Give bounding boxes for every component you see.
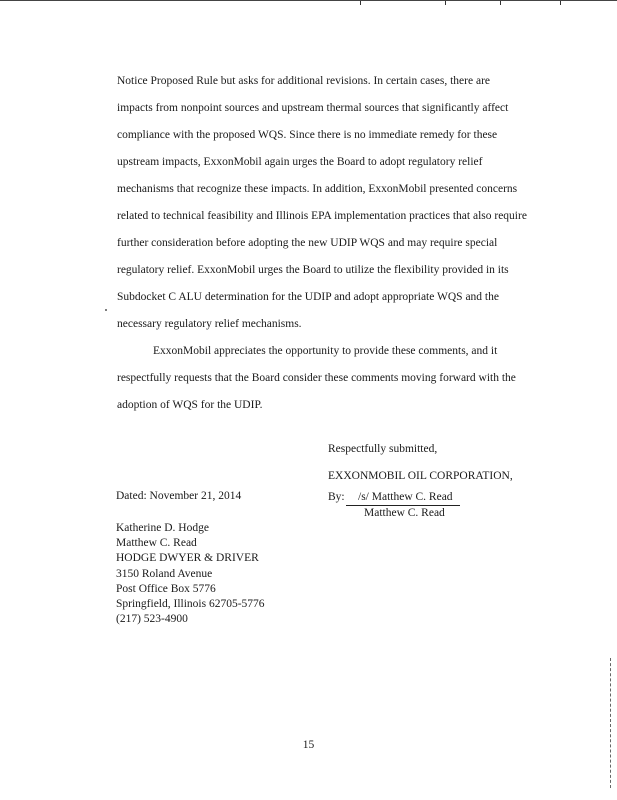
scan-tick xyxy=(445,1,446,5)
paragraph-2 xyxy=(117,338,557,419)
signature-block xyxy=(328,490,460,521)
body-text xyxy=(117,68,557,419)
paragraph-1-line: Notice Proposed Rule but asks for additional revisions. In certain cases, there are xyxy=(117,75,490,87)
closing-block xyxy=(328,436,513,490)
paragraph-2-line: ExxonMobil appreciates the opportunity to provide these comments, and it xyxy=(153,345,498,357)
paragraph-1-line: compliance with the proposed WQS. Since there is no immediate remedy for these xyxy=(117,129,498,141)
scan-tick xyxy=(360,1,361,5)
page-number: 15 xyxy=(302,739,315,751)
paragraph-1-line: upstream impacts, ExxonMobil again urges the Board to adopt regulatory relief xyxy=(117,156,483,168)
paragraph-1-line: further consideration before adopting the new UDIP WQS and may require special xyxy=(117,237,498,249)
paragraph-1 xyxy=(117,68,557,338)
address-line: Post Office Box 5776 xyxy=(116,582,216,595)
signer-name: Matthew C. Read xyxy=(364,507,445,519)
address-block xyxy=(116,521,265,627)
address-line: Springfield, Illinois 62705-5776 xyxy=(116,598,265,611)
paragraph-1-line: mechanisms that recognize these impacts. In addition, ExxonMobil presented concerns xyxy=(117,183,518,195)
paragraph-1-line: related to technical feasibility and Illinois EPA implementation practices that also require xyxy=(117,210,527,222)
date-line: Dated: November 21, 2014 xyxy=(116,490,242,502)
by-label: By: xyxy=(328,491,345,503)
scan-speck xyxy=(105,309,107,311)
paragraph-1-line: regulatory relief. ExxonMobil urges the Board to utilize the flexibility provided in its xyxy=(117,264,509,276)
address-line: 3150 Roland Avenue xyxy=(116,567,213,580)
scan-edge-marks xyxy=(610,658,612,788)
scan-tick xyxy=(560,1,561,5)
company-name: EXXONMOBIL OIL CORPORATION, xyxy=(328,470,513,482)
scan-top-border xyxy=(0,0,617,4)
scan-tick xyxy=(500,1,501,5)
paragraph-1-line: necessary regulatory relief mechanisms. xyxy=(117,318,302,330)
paragraph-1-line: impacts from nonpoint sources and upstream thermal sources that significantly affect xyxy=(117,102,509,114)
address-line: HODGE DWYER & DRIVER xyxy=(116,552,259,565)
signature-line: /s/ Matthew C. Read xyxy=(346,490,460,506)
address-line: Katherine D. Hodge xyxy=(116,522,209,534)
address-line: Matthew C. Read xyxy=(116,537,197,550)
closing-text: Respectfully submitted, xyxy=(328,443,438,455)
address-line: (217) 523-4900 xyxy=(116,613,188,626)
paragraph-2-line: adoption of WQS for the UDIP. xyxy=(117,399,263,411)
paragraph-1-line: Subdocket C ALU determination for the UDIP and adopt appropriate WQS and the xyxy=(117,291,499,303)
paragraph-2-line: respectfully requests that the Board consider these comments moving forward with the xyxy=(117,372,516,384)
